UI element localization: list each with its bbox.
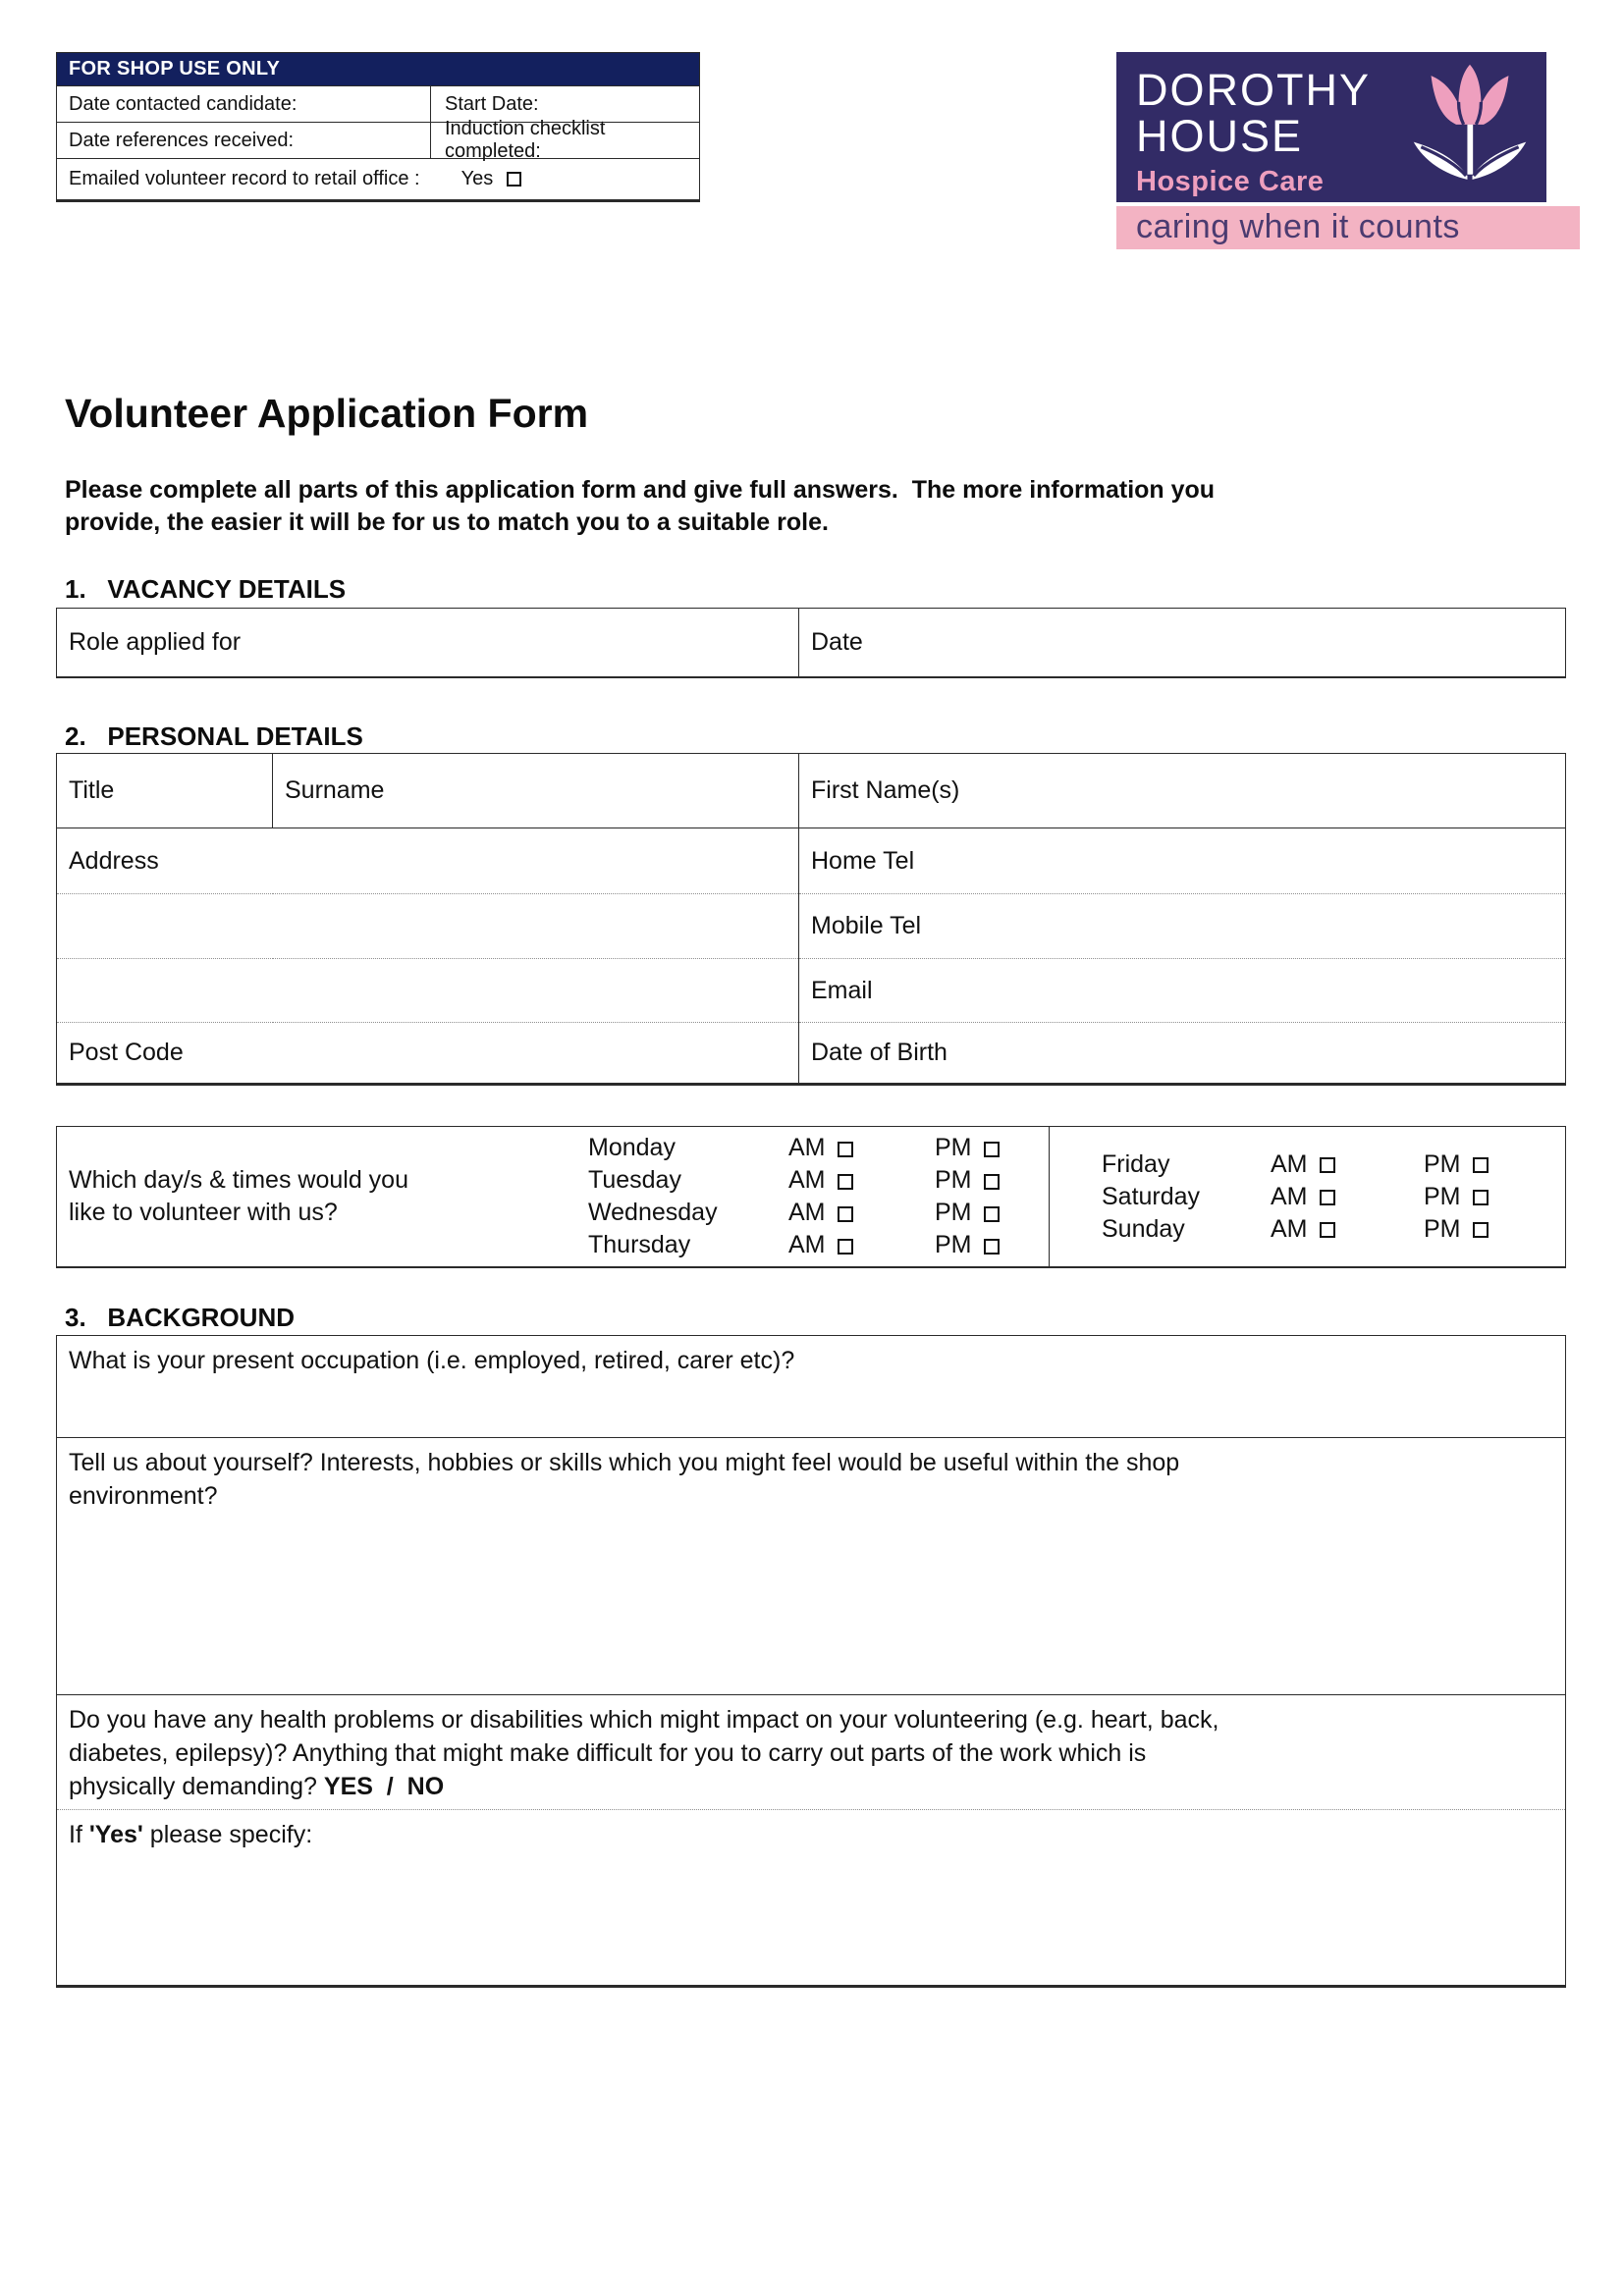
- start-date-label: Start Date:: [445, 92, 539, 115]
- mobile-tel-label-cell: Mobile Tel: [799, 894, 1566, 959]
- emailed-record-label: Emailed volunteer record to retail office :: [69, 168, 420, 189]
- role-applied-for-cell: Role applied for: [57, 609, 799, 677]
- post-code-label-cell: Post Code: [57, 1023, 799, 1085]
- day-label-wednesday: Wednesday: [588, 1199, 718, 1226]
- surname-label-cell: Surname: [273, 754, 799, 828]
- availability-table: [56, 1126, 1566, 1268]
- date-references-label: Date references received:: [57, 123, 431, 158]
- home-tel-label-cell: Home Tel: [799, 828, 1566, 894]
- monday-pm-checkbox[interactable]: [984, 1142, 1000, 1157]
- shop-use-header: FOR SHOP USE ONLY: [57, 53, 699, 85]
- sunday-pm-checkbox[interactable]: [1473, 1222, 1489, 1238]
- emailed-yes-label: Yes: [460, 168, 494, 189]
- background-table: [56, 1335, 1566, 1988]
- health-question-cell: Do you have any health problems or disabilities which might impact on your volunteering (e.g. heart, back, diabetes, epilepsy)? Anything that might make difficult for you to carry out parts of the work which is physically demanding? YES / NO: [57, 1695, 1566, 1810]
- weekend-grid: Friday AM PM Saturday AM PM Sunday AM PM: [1102, 1149, 1553, 1245]
- logo-tagline: caring when it counts: [1116, 206, 1580, 249]
- availability-weekend-cell: [1050, 1127, 1566, 1268]
- wednesday-pm-checkbox[interactable]: [984, 1206, 1000, 1222]
- wednesday-am-checkbox[interactable]: [838, 1206, 853, 1222]
- vacancy-heading: 1. VACANCY DETAILS: [65, 574, 347, 604]
- title-label-cell: Title: [57, 754, 273, 828]
- personal-details-table: [56, 753, 1566, 1086]
- availability-question: Which day/s & times would you like to volunteer with us?: [69, 1166, 408, 1226]
- date-contacted-label: Date contacted candidate:: [57, 86, 431, 122]
- day-label-saturday: Saturday: [1102, 1182, 1201, 1210]
- tulip-flower-icon: [1401, 60, 1539, 202]
- shop-use-row-3: [57, 158, 699, 199]
- occupation-question-cell: What is your present occupation (i.e. employed, retired, carer etc)?: [57, 1336, 1566, 1438]
- availability-weekdays-cell: [57, 1127, 1050, 1268]
- page-title: Volunteer Application Form: [65, 391, 589, 436]
- saturday-pm-checkbox[interactable]: [1473, 1190, 1489, 1205]
- background-heading: 3. BACKGROUND: [65, 1303, 296, 1332]
- induction-checklist-label: Induction checklist completed:: [445, 118, 606, 162]
- personal-heading: 2. PERSONAL DETAILS: [65, 721, 363, 751]
- logo-main-block: [1116, 52, 1546, 202]
- emailed-yes-checkbox[interactable]: [507, 172, 521, 187]
- friday-am-checkbox[interactable]: [1320, 1157, 1335, 1173]
- shop-use-table: [56, 52, 700, 202]
- thursday-pm-checkbox[interactable]: [984, 1239, 1000, 1255]
- address-blank-cell-1: [57, 894, 799, 959]
- tuesday-am-checkbox[interactable]: [838, 1174, 853, 1190]
- dorothy-house-logo: [1116, 52, 1580, 249]
- about-yourself-question-cell: Tell us about yourself? Interests, hobbies or skills which you might feel would be useful within the shop environment?: [57, 1438, 1566, 1695]
- email-label-cell: Email: [799, 959, 1566, 1023]
- saturday-am-checkbox[interactable]: [1320, 1190, 1335, 1205]
- shop-use-row-1: [57, 85, 699, 122]
- intro-line-2: provide, the easier it will be for us to match you to a suitable role.: [65, 508, 829, 536]
- vacancy-date-cell: Date: [799, 609, 1566, 677]
- shop-use-row-2: [57, 118, 699, 162]
- address-label-cell: Address: [57, 828, 799, 894]
- friday-pm-checkbox[interactable]: [1473, 1157, 1489, 1173]
- dob-label-cell: Date of Birth: [799, 1023, 1566, 1085]
- intro-line-1: Please complete all parts of this application form and give full answers. The more information you: [65, 476, 1216, 504]
- address-blank-cell-2: [57, 959, 799, 1023]
- day-label-tuesday: Tuesday: [588, 1166, 681, 1194]
- logo-subtitle: Hospice Care: [1136, 166, 1325, 197]
- day-label-friday: Friday: [1102, 1149, 1170, 1178]
- first-names-label-cell: First Name(s): [799, 754, 1566, 828]
- weekday-grid: Monday AM PM Tuesday AM PM Wednesday AM PM Thursday AM PM: [588, 1133, 1000, 1260]
- vacancy-table: [56, 608, 1566, 678]
- intro-text: [65, 474, 1215, 539]
- if-yes-specify-cell: If 'Yes' please specify:: [57, 1810, 1566, 1987]
- sunday-am-checkbox[interactable]: [1320, 1222, 1335, 1238]
- monday-am-checkbox[interactable]: [838, 1142, 853, 1157]
- thursday-am-checkbox[interactable]: [838, 1239, 853, 1255]
- yes-no-options: YES / NO: [323, 1773, 445, 1800]
- day-label-sunday: Sunday: [1102, 1214, 1185, 1243]
- day-label-thursday: Thursday: [588, 1231, 691, 1258]
- logo-name-line2: HOUSE: [1136, 111, 1304, 161]
- day-label-monday: Monday: [588, 1134, 676, 1161]
- logo-name-line1: DOROTHY: [1136, 65, 1371, 115]
- tuesday-pm-checkbox[interactable]: [984, 1174, 1000, 1190]
